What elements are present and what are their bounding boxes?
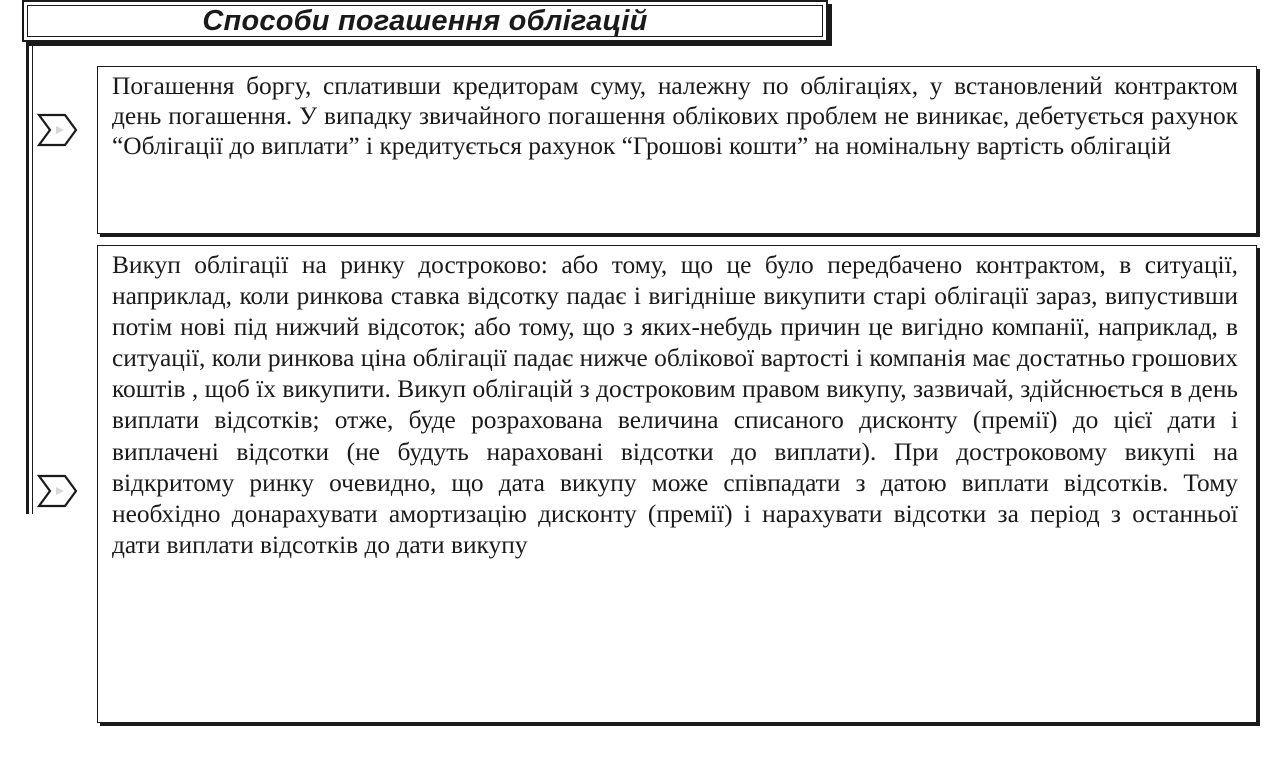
connector-line-inner [32,44,33,514]
method-text: Погашення боргу, сплативши кредиторам суму, належну по облігаціях, у встановлений контрактом день погашення. У випадку звичайного погашення облікових проблем не виникає, дебетується рахунок “Облігації до виплати” і кредитується рахунок “Грошові кошти” на номінальну вартість облігацій [112,72,1238,160]
diagram-title: Способи погашення облігацій [202,4,648,37]
method-box-early-redemption [97,245,1257,723]
connector-line [26,44,29,514]
chevron-arrow-icon [37,473,79,509]
chevron-arrow-icon [37,112,79,148]
title-box [22,0,828,42]
method-box-regular-redemption [97,66,1257,234]
method-text: Викуп облігації на ринку достроково: або тому, що це було передбачено контрактом, в ситуації, наприклад, коли ринкова ставка відсотку падає і вигідніше викупити старі облігації зараз, випустивши потім нові під нижчий відсоток; або тому, що з яких-небудь причин це вигідно компанії, наприклад, в ситуації, коли ринкова ціна облігації падає нижче облікової вартості і компанія має достатньо грошових коштів , щоб їх викупити. Викуп облігацій з достроковим правом викупу, зазвичай, здійснюється в день виплати відсотків; отже, буде розрахована величина списаного дисконту (премії) до цієї дати і виплачені відсотки (не будуть нараховані відсотки до виплати). При достроковому викупі на відкритому ринку очевидно, що дата викупу може співпадати з датою виплати відсотків. Тому необхідно донарахувати амортизацію дисконту (премії) і нарахувати відсотки за період з останньої дати виплати відсотків до дати викупу [112,251,1238,559]
